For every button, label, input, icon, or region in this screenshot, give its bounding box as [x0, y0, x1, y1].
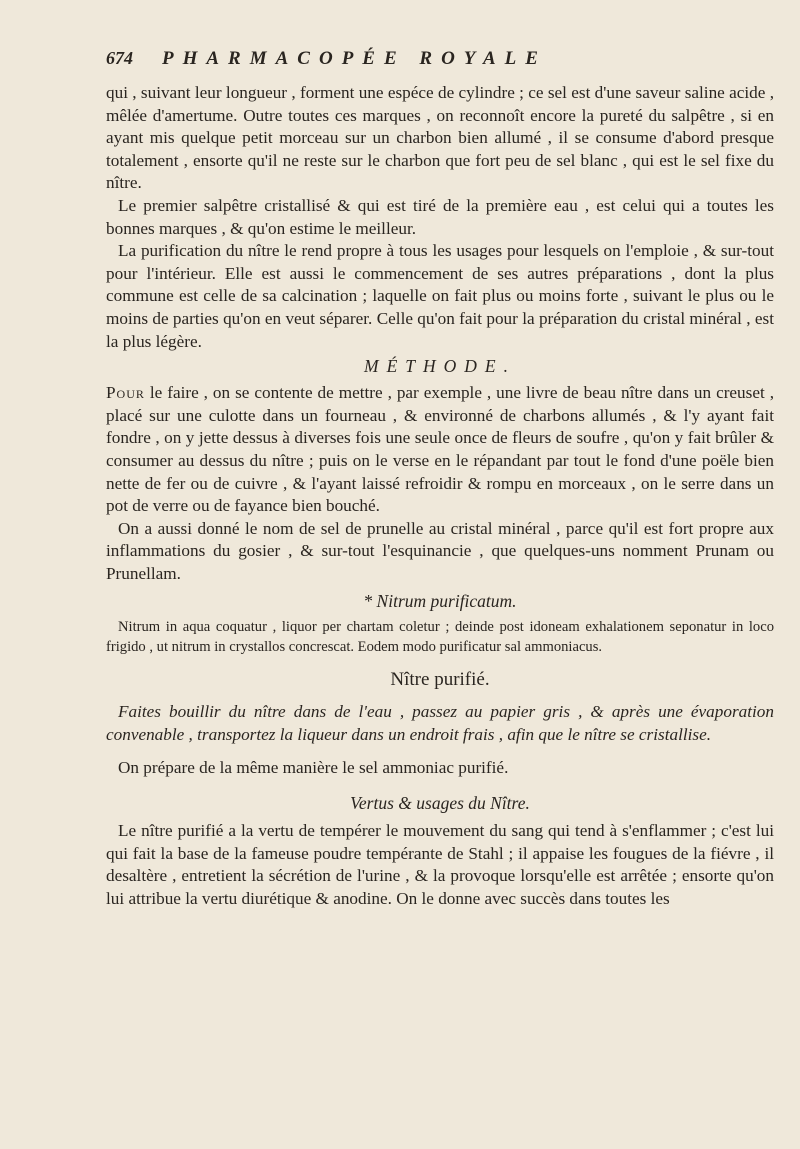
french-recipe: Faites bouillir du nître dans de l'eau , passez au papier gris , & après une évaporation convenable , transportez la liqueur dans un endroit frais , afin que le nître se cristallise. — [106, 702, 774, 745]
methode-lead: Pour — [106, 383, 145, 403]
latin-recipe: Nitrum in aqua coquatur , liquor per chartam coletur ; deinde post idoneam exhalationem seponatur in loco frigido , ut nitrum in crystallos concrescat. Eodem modo purificatur sal ammoniacus. — [106, 619, 774, 655]
latin-heading: * Nitrum purificatum. — [363, 591, 517, 612]
methode-paragraph — [106, 382, 774, 518]
vertus-paragraph: Le nître purifié a la vertu de tempérer le mouvement du sang qui tend à s'enflammer ; c'est lui qui fait la base de la fameuse poudre tempérante de Stahl ; il appaise les fougues de la fiévre , il desaltère , entretient la sécrétion de l'urine , & la provoque lorsqu'elle est arrêtée ; ensorte qu'on lui attribue la vertu diurétique & anodine. On le donne avec succès dans toutes les — [106, 821, 774, 909]
running-title: PHARMACOPÉE ROYALE — [162, 48, 547, 69]
page-number: 674 — [106, 48, 133, 68]
paragraph-3: La purification du nître le rend propre à tous les usages pour lesquels on l'emploie , & sur-tout pour l'intérieur. Elle est aussi le commencement de ses autres préparations , dont la plus commune est celle de sa calcination ; laquelle on fait plus ou moins forte , suivant le plus ou le moins de parties qu'on en veut séparer. Celle qu'on fait pour la préparation du cristal minéral , est la plus légère. — [106, 241, 774, 351]
vertus-heading: Vertus & usages du Nître. — [350, 793, 530, 814]
methode-heading: MÉTHODE. — [364, 356, 516, 377]
paragraph-1: qui , suivant leur longueur , forment une espéce de cylindre ; ce sel est d'une saveur saline acide , mêlée d'amertume. Outre toutes ces marques , on reconnoît encore la pureté du salpêtre , si en ayant mis quelque petit morceau sur un charbon bien allumé , il se consume d'abord presque totalement , ensorte qu'il ne reste sur le charbon que fort peu de sel blanc , qui est le sel fixe du nître. — [106, 83, 774, 193]
methode-text: le faire , on se contente de mettre , par exemple , une livre de beau nître dans un creuset , placé sur une culotte dans un fourneau , & environné de charbons allumés , & l'y ayant fait fondre , on y jette dessus à diverses fois une seule once de fleurs de soufre , qu'on y fait brûler & consumer au dessus du nître ; puis on le verse en le répandant par tout le fond d'une poële bien nette de fer ou de cuivre , & l'ayant laissé refroidir & rompu en morceaux , on le serre dans un pot de verre ou de fayance bien bouché. — [106, 383, 774, 516]
page-header — [106, 48, 774, 82]
french-note: On prépare de la même manière le sel ammoniac purifié. — [118, 757, 509, 777]
paragraph-2: Le premier salpêtre cristallisé & qui est tiré de la première eau , est celui qui a toutes les bonnes marques , & qu'on estime le meilleur. — [106, 195, 774, 238]
french-heading: Nître purifié. — [390, 669, 490, 691]
methode-paragraph-2: On a aussi donné le nom de sel de prunelle au cristal minéral , parce qu'il est fort propre aux inflammations du gosier , & sur-tout l'esquinancie , que quelques-uns nomment Prunam ou Prunellam. — [106, 518, 774, 583]
book-page — [106, 48, 774, 911]
